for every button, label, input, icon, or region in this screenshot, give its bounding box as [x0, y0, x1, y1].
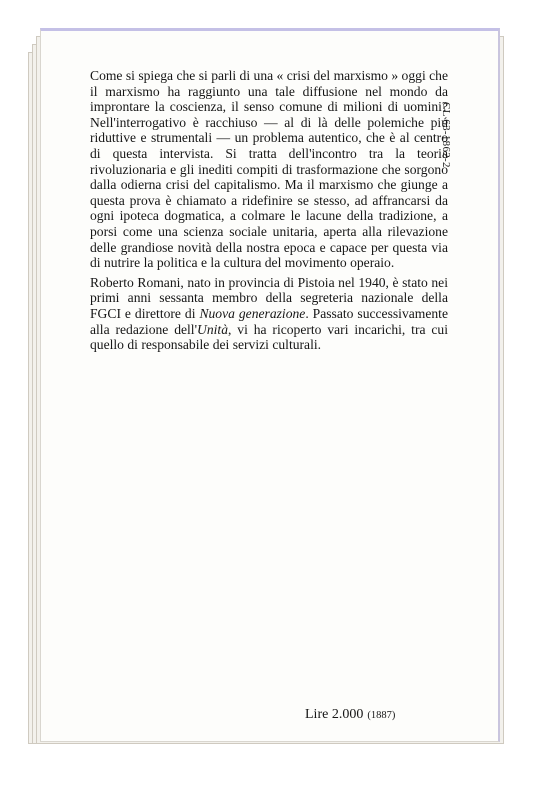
blurb-text — [90, 68, 448, 357]
bio-title-nuova-generazione: Nuova generazione — [199, 305, 306, 321]
price-line — [305, 707, 395, 723]
price-label: Lire 2.000 — [305, 707, 364, 722]
price-number: (1887) — [367, 710, 396, 721]
catalog-code: CL 63-1862-2 — [440, 102, 452, 168]
bio-part-3: , vi ha ricoperto vari incarichi, tra cui quello di responsabile dei servizi culturali. — [90, 321, 448, 353]
bio-part-2: . Passato successivamente alla redazione dell' — [90, 305, 448, 337]
blurb-paragraph-main: Come si spiega che si parli di una « crisi del marxismo » oggi che il marxismo ha raggiunto una tale diffusione nel mondo da improntare la coscienza, il senso comune di milioni di uomini? Nell'interrogativo è racchiuso — al di là delle polemiche piú riduttive e strumentali — un problema autentico, che è al centro di questa intervista. Si tratta dell'incontro tra la teoria rivoluzionaria e gli inediti compiti di trasformazione che sorgono dalla odierna crisi del capitalismo. Ma il marxismo che giunge a questa prova è chiamato a ridefinire se stesso, ad affrancarsi da ogni ipoteca dogmatica, a colmare le lacune della tradizione, a porsi come una scienza sociale unitaria, aperta alla rilevazione delle grandiose novità della nostra epoca e capace per questa via di nutrire la politica e la cultura del movimento operaio. — [90, 68, 448, 271]
bio-part-1: Roberto Romani, nato in provincia di Pistoia nel 1940, è stato nei primi anni sessanta membro della segreteria nazionale della FGCI e direttore di — [90, 274, 448, 321]
author-bio — [90, 275, 448, 353]
bio-title-unita: Unità — [197, 321, 228, 337]
